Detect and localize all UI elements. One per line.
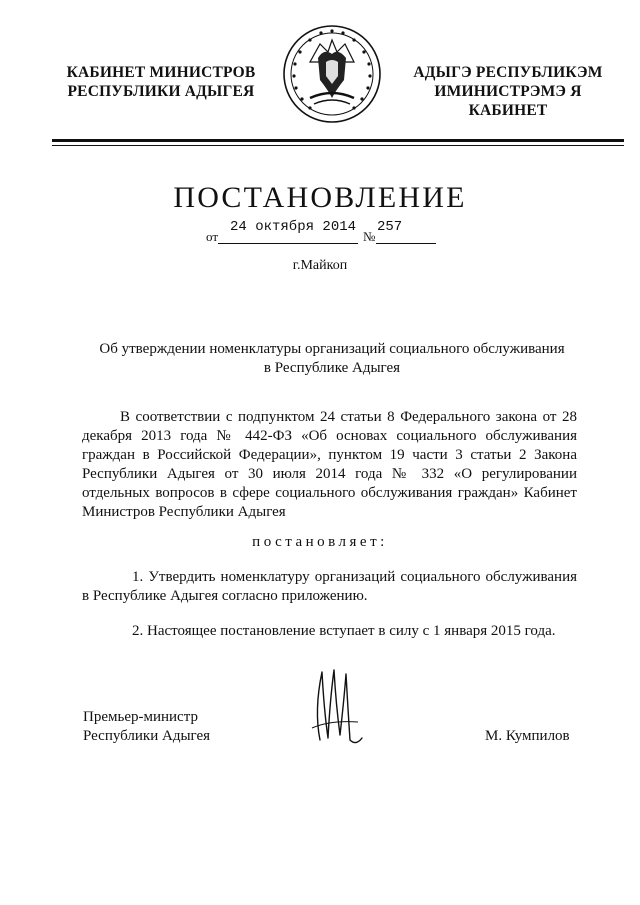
header-rule-thin (52, 145, 624, 146)
date-value: 24 октября 2014 (230, 219, 357, 235)
number-underline (376, 243, 436, 244)
date-prefix: от (206, 229, 219, 244)
resolution-item-1: 1. Утвердить номенклатуру организаций социального обслуживания в Республике Адыгея согласно приложению. (82, 569, 577, 604)
date-underline (218, 243, 358, 244)
resolve-heading: постановляет: (252, 534, 388, 550)
handwritten-signature (300, 660, 370, 755)
signer-name: М. Кумпилов (485, 728, 570, 744)
header-left (66, 63, 256, 101)
document-title: ПОСТАНОВЛЕНИЕ (173, 181, 467, 214)
signer-position-line2: Республики Адыгея (83, 728, 211, 744)
header-left-line1: КАБИНЕТ МИНИСТРОВ (66, 64, 256, 81)
header-right (393, 63, 623, 120)
header-right-line2: ИМИНИСТРЭМЭ Я КАБИНЕТ (434, 83, 582, 119)
coat-of-arms-icon (280, 18, 384, 130)
signer-position-line1: Премьер-министр (83, 709, 198, 725)
city: г.Майкоп (292, 258, 348, 273)
resolution-item-2: 2. Настоящее постановление вступает в силу с 1 января 2015 года. (132, 623, 556, 639)
preamble-paragraph: В соответствии с подпунктом 24 статьи 8 Федерального закона от 28 декабря 2013 года № 442-ФЗ «Об основах социального обслуживания граждан в Российской Федерации», пунктом 19 части 3 статьи 2 Закона Республики Адыгея от 30 июля 2014 года № 332 «О регулировании отдельных вопросов в сфере социального обслуживания граждан» Кабинет Министров Республики Адыгея (82, 409, 577, 520)
number-value: 257 (377, 219, 403, 235)
header-rule-thick (52, 139, 624, 142)
number-prefix: № (363, 229, 376, 244)
signer-position (83, 708, 210, 746)
document-subject (72, 340, 592, 378)
subject-line1: Об утверждении номенклатуры организаций социального обслуживания (99, 341, 565, 357)
subject-line2: в Республике Адыгея (263, 360, 401, 376)
header-right-line1: АДЫГЭ РЕСПУБЛИКЭМ (413, 64, 603, 81)
header-left-line2: РЕСПУБЛИКИ АДЫГЕЯ (67, 83, 255, 100)
